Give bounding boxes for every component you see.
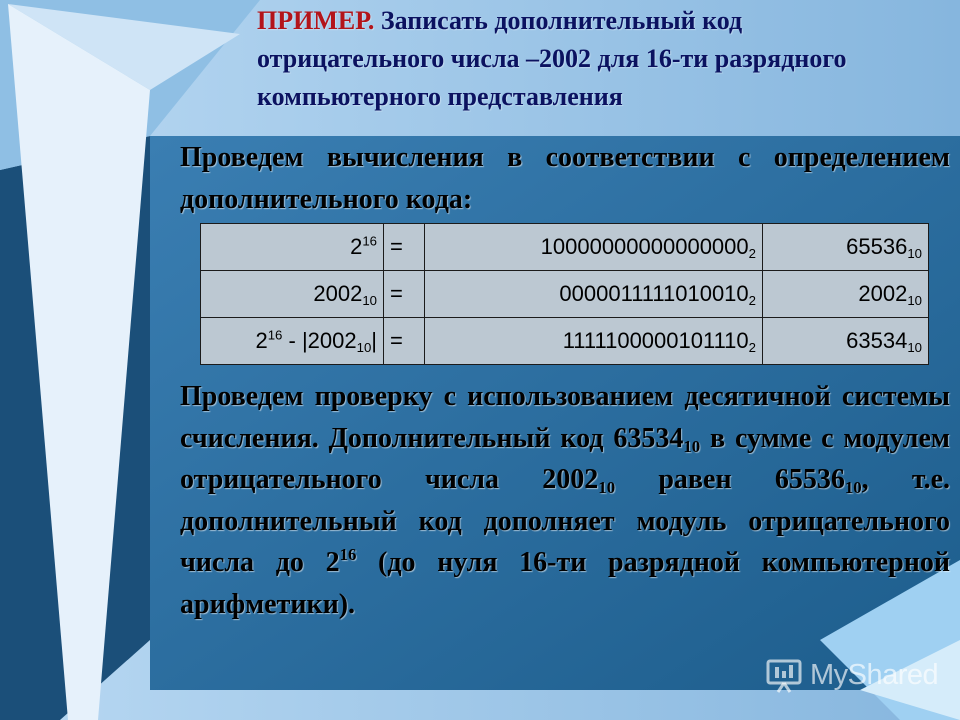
binary-value: $10000000000000000_2$ — [425, 224, 763, 271]
title-lead: ПРИМЕР. — [257, 6, 375, 35]
equals-sign: = — [384, 224, 425, 271]
table-row — [201, 318, 929, 365]
binary-value: $1111100000101110_2$ — [425, 318, 763, 365]
table-row — [201, 271, 929, 318]
equals-sign: = — [384, 271, 425, 318]
decimal-value: $2002_{10}$ — [763, 271, 929, 318]
watermark-text: MyShared — [810, 659, 939, 691]
check-paragraph: Проведем проверку с использованием десятичной системы счисления. Дополнительный код $63534_{10}$ в сумме с модулем отрицательного числа $2002_{10}$ равен $65536_{10}$, т.е. дополнительный код дополняет модуль отрицательного числа до $2^{16}$ (до нуля 16-ти разрядной компьютерной арифметики). — [180, 381, 951, 620]
intro-paragraph: Проведем вычисления в соответствии с определением дополнительного кода: — [180, 142, 950, 215]
calculation-table — [200, 223, 929, 365]
watermark — [766, 655, 941, 697]
presentation-icon — [766, 659, 802, 693]
row-label: $2002_{10}$ — [201, 271, 384, 318]
equals-sign: = — [384, 318, 425, 365]
row-label: $2^{16}$ — [201, 224, 384, 271]
row-label: $2^{16} - |2002_{10}|$ — [201, 318, 384, 365]
slide-title — [257, 2, 917, 116]
binary-value: $0000011111010010_2$ — [425, 271, 763, 318]
table-row — [201, 224, 929, 271]
decimal-value: $63534_{10}$ — [763, 318, 929, 365]
title-text: Записать дополнительный код отрицательного числа –2002 для 16-ти разрядного компьютерного представления — [257, 6, 847, 111]
decimal-value: $65536_{10}$ — [763, 224, 929, 271]
